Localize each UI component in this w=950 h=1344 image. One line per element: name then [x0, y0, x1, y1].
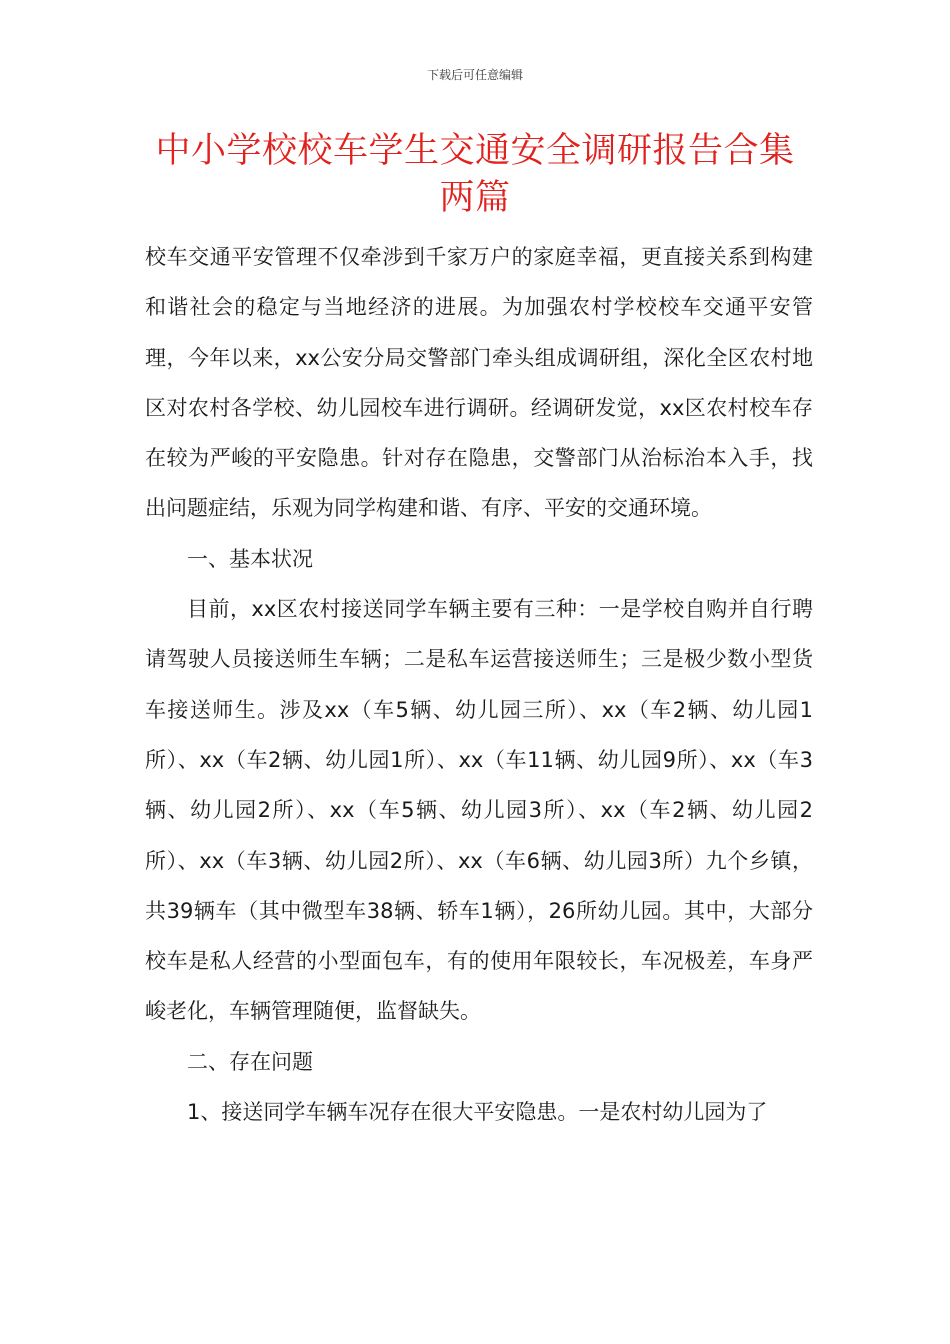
section-heading-basic: 一、基本状况: [187, 546, 313, 571]
paragraph-basic-status: 目前，xx区农村接送同学车辆主要有三种：一是学校自购并自行聘请驾驶人员接送师生车辆；二是私车运营接送师生；三是极少数小型货车接送师生。涉及xx（车5辆、幼儿园三所）、xx（车2辆、幼儿园1所）、xx（车2辆、幼儿园1所）、xx（车11辆、幼儿园9所）、xx（车3辆、幼儿园2所）、xx（车5辆、幼儿园3所）、xx（车2辆、幼儿园2所）、xx（车3辆、幼儿园2所）、xx（车6辆、幼儿园3所）九个乡镇，共39辆车（其中微型车38辆、轿车1辆），26所幼儿园。其中，大部分校车是私人经营的小型面包车，有的使用年限较长，车况极差，车身严峻老化，车辆管理随便，监督缺失。: [145, 597, 813, 1024]
section-heading-problems: 二、存在问题: [187, 1049, 313, 1074]
header-note: 下载后可任意编辑: [426, 68, 523, 82]
document-body: [145, 232, 813, 1137]
paragraph-intro: 校车交通平安管理不仅牵涉到千家万户的家庭幸福，更直接关系到构建和谐社会的稳定与当地经济的进展。为加强农村学校校车交通平安管理，今年以来，xx公安分局交警部门牵头组成调研组，深化全区农村地区对农村各学校、幼儿园校车进行调研。经调研发觉，xx区农村校车存在较为严峻的平安隐患。针对存在隐患，交警部门从治标治本入手，找出问题症结，乐观为同学构建和谐、有序、平安的交通环境。: [145, 245, 813, 521]
title-line-1: 中小学校校车学生交通安全调研报告合集: [155, 131, 795, 171]
title-line-2: 两篇: [439, 178, 511, 218]
paragraph-problem-1: 1、接送同学车辆车况存在很大平安隐患。一是农村幼儿园为了: [187, 1100, 768, 1125]
document-title: [130, 128, 820, 222]
